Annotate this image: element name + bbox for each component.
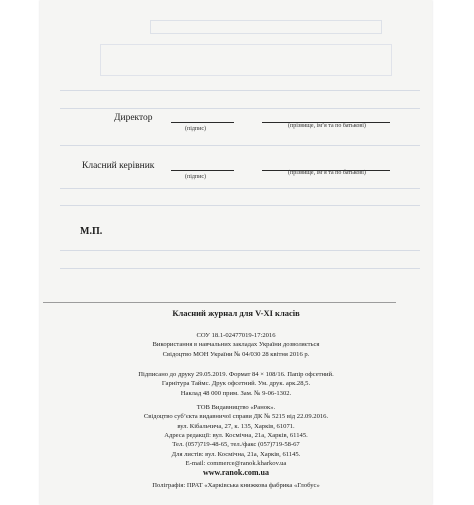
print-details-block <box>40 370 432 398</box>
bleed-through-line <box>60 205 420 206</box>
imprint-divider <box>43 302 396 303</box>
website: www.ranok.com.ua <box>202 468 269 477</box>
bleed-through-box <box>150 20 382 34</box>
bleed-through-line <box>60 90 420 91</box>
bleed-through-line <box>60 108 420 109</box>
print-detail-line: Гарнітура Таймс. Друк офсетний. Ум. друк. арк.28,5. <box>161 380 311 388</box>
imprint-title: Класний журнал для V-XI класів <box>172 308 300 318</box>
publisher-line: Свідоцтво суб’єкта видавничої справи ДК № 5215 від 22.09.2016. <box>143 413 329 421</box>
director-signature-line <box>171 122 234 123</box>
print-detail-line: Підписано до друку 29.05.2019. Формат 84 × 108/16. Папір офсетний. <box>138 371 334 378</box>
standard-line: Використання в навчальних закладах України дозволяється <box>152 341 320 349</box>
stamp-placeholder: М.П. <box>80 226 103 237</box>
standard-line: СОУ 18.1-02477019-17:2016 <box>196 332 276 339</box>
contact-line: Адреса редакції: вул. Космічна, 21а, Харків, 61145. <box>164 432 308 439</box>
director-name-caption: (прізвище, ім’я та по батькові) <box>288 123 366 129</box>
contacts-block <box>40 431 432 468</box>
bleed-through-line <box>60 188 420 189</box>
standard-block <box>40 331 432 359</box>
printer-line: Поліграфія: ПРАТ «Харківська книжкова фабрика «Глобус» <box>152 482 320 489</box>
class-teacher-signature-line <box>171 170 234 171</box>
director-sign-caption: (підпис) <box>185 126 207 132</box>
contact-line: Тел. (057)719-48-65, тел./факс (057)719-58-67 <box>172 441 300 449</box>
contact-email: E-mail: commerce@ranok.kharkov.ua <box>185 459 287 467</box>
class-teacher-label: Класний керівник <box>82 161 155 171</box>
bleed-through-line <box>60 145 420 146</box>
class-teacher-name-caption: (прізвище, ім’я та по батькові) <box>288 170 366 176</box>
bleed-through-line <box>60 250 420 251</box>
class-teacher-sign-caption: (підпис) <box>185 174 207 180</box>
director-label: Директор <box>114 113 153 123</box>
publisher-line: ТОВ Видавництво «Ранок». <box>196 404 276 411</box>
bleed-through-table <box>100 44 392 76</box>
standard-line: Свідоцтво МОН України № 04/030 28 квітня 2016 р. <box>162 350 310 358</box>
bleed-through-line <box>60 268 420 269</box>
print-detail-line: Наклад 48 000 прим. Зам. № 9-06-1302. <box>180 389 292 397</box>
publisher-line: вул. Кібальчича, 27, к. 135, Харків, 61071. <box>177 422 295 430</box>
contact-line: Для листів: вул. Космічна, 21а, Харків, 61145. <box>171 450 301 458</box>
publisher-block <box>40 403 432 431</box>
